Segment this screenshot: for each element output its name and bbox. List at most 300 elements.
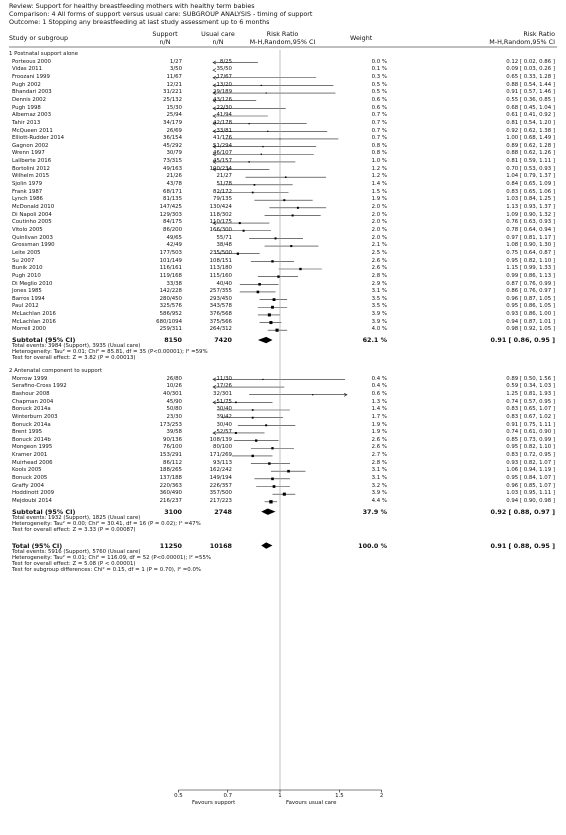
point-estimate (235, 432, 237, 434)
usual-events: 17/26 (216, 383, 232, 390)
study-name: Dennis 2002 (12, 96, 47, 103)
study-ci: 0.83 [ 0.65, 1.07 ] (506, 406, 555, 413)
study-ci: 0.81 [ 0.59, 1.11 ] (506, 158, 555, 165)
usual-events: 226/357 (209, 482, 232, 489)
plot-method-header: M-H,Random,95% CI (249, 38, 316, 46)
study-weight: 3.1 % (371, 475, 387, 482)
usual-events: 40/40 (216, 280, 232, 287)
x-tick-label: 1 (278, 793, 282, 799)
usual-events: 51/294 (213, 142, 232, 149)
study-name: Morrell 2000 (12, 326, 46, 333)
weight-column-header: Weight (350, 34, 373, 42)
point-estimate (257, 291, 260, 294)
usual-events: 257/355 (209, 288, 232, 295)
support-events: 49/65 (166, 234, 182, 241)
support-events: 325/576 (159, 303, 182, 310)
usual-events: 108/139 (209, 436, 232, 443)
usual-events: 79/135 (213, 196, 232, 203)
support-events: 45/90 (166, 398, 182, 405)
study-ci: 1.08 [ 0.90, 1.30 ] (506, 242, 555, 249)
study-weight: 0.5 % (371, 89, 387, 96)
usual-events: 38/48 (216, 242, 232, 249)
support-events: 33/38 (166, 280, 182, 287)
usual-events: 22/30 (216, 104, 232, 111)
support-events: 31/221 (163, 89, 182, 96)
favours-support-label: Favours support (192, 800, 236, 806)
study-weight: 0.7 % (371, 119, 387, 126)
support-events: 76/100 (163, 444, 182, 451)
support-events: 360/490 (159, 490, 182, 497)
usual-events: 35/50 (216, 66, 232, 73)
total-label: Total (95% CI) (12, 541, 63, 550)
study-ci: 0.86 [ 0.76, 0.97 ] (506, 288, 555, 295)
usual-events: 100/234 (209, 165, 232, 172)
study-ci: 0.88 [ 0.62, 1.26 ] (506, 150, 555, 157)
study-column-header: Study or subgroup (9, 34, 69, 42)
study-ci: 0.94 [ 0.90, 0.98 ] (506, 498, 555, 504)
study-weight: 0.8 % (371, 142, 387, 149)
study-ci: 0.55 [ 0.36, 0.85 ] (506, 96, 555, 103)
study-name: Elliott-Rudder 2014 (12, 135, 65, 142)
study-weight: 4.4 % (371, 498, 387, 504)
total-note: Test for subgroup differences: Chi² = 0.15, df = 1 (P = 0.70), I² =0.0% (12, 566, 201, 573)
usual-events: 51/78 (216, 181, 232, 188)
usual-events: 171/269 (209, 452, 232, 459)
study-ci: 0.75 [ 0.64, 0.87 ] (506, 249, 555, 256)
study-name: Graffy 2004 (12, 482, 45, 489)
point-estimate (235, 402, 237, 404)
subtotal-ci: 0.91 [ 0.86, 0.95 ] (490, 336, 555, 345)
subgroup-note: Test for overall effect: Z = 3.33 (P = 0.00087) (12, 527, 136, 534)
usual-events: 30/40 (216, 421, 232, 428)
usual-events: 357/500 (209, 490, 232, 497)
favours-usual-label: Favours usual care (286, 800, 337, 806)
x-tick-label: 0.5 (174, 793, 183, 799)
study-weight: 2.7 % (371, 452, 387, 459)
study-weight: 0.1 % (371, 66, 387, 73)
support-events: 142/228 (159, 288, 182, 295)
point-estimate (254, 184, 256, 186)
support-events: 10/26 (166, 383, 182, 390)
study-weight: 1.9 % (371, 429, 387, 436)
study-weight: 3.5 % (371, 295, 387, 302)
study-ci: 0.74 [ 0.57, 0.95 ] (506, 398, 555, 405)
point-estimate (243, 230, 245, 232)
study-ci: 1.15 [ 0.99, 1.33 ] (506, 265, 555, 272)
study-weight: 2.1 % (371, 242, 387, 249)
study-name: Bonuck 2014a (12, 421, 51, 428)
study-ci: 0.92 [ 0.62, 1.38 ] (506, 127, 555, 134)
study-ci: 0.74 [ 0.61, 0.90 ] (506, 429, 555, 436)
study-weight: 3.2 % (371, 482, 387, 489)
point-estimate (252, 455, 254, 457)
usual-events: 51/75 (216, 398, 232, 405)
study-ci: 1.25 [ 0.81, 1.93 ] (506, 390, 555, 397)
point-estimate (262, 146, 263, 147)
study-name: Pugh 1998 (12, 104, 41, 111)
support-events: 12/21 (166, 81, 182, 88)
study-name: Muirhead 2006 (12, 459, 53, 466)
study-name: Serafino-Cross 1992 (12, 383, 67, 390)
study-weight: 0.6 % (371, 390, 387, 397)
usual-events: 55/71 (216, 234, 232, 241)
usual-events: 32/301 (213, 390, 232, 397)
study-ci: 0.84 [ 0.65, 1.09 ] (506, 181, 555, 188)
study-ci: 0.96 [ 0.87, 1.05 ] (506, 295, 555, 302)
support-events: 259/311 (159, 326, 182, 333)
study-name: Lynch 1986 (12, 196, 43, 203)
support-events: 81/135 (163, 196, 182, 203)
point-estimate (237, 253, 239, 255)
usual-events: 33/81 (216, 127, 232, 134)
usual-events: 41/176 (213, 135, 232, 142)
total-note: Test for overall effect: Z = 5.08 (P < 0.00001) (12, 560, 136, 567)
study-ci: 1.13 [ 0.93, 1.37 ] (506, 204, 555, 210)
study-name: McDonald 2010 (12, 204, 55, 210)
study-name: Paul 2012 (12, 303, 39, 310)
support-events: 101/149 (159, 257, 182, 264)
usual-column-header: Usual care (201, 30, 235, 38)
study-name: Bortolini 2012 (12, 165, 50, 172)
usual-events: 149/194 (209, 475, 232, 482)
study-name: Kramer 2001 (12, 452, 48, 459)
usual-events: 162/242 (209, 467, 232, 474)
study-weight: 0.5 % (371, 81, 387, 88)
point-estimate (252, 417, 254, 419)
study-ci: 0.97 [ 0.81, 1.17 ] (506, 234, 555, 241)
point-estimate (248, 123, 249, 124)
support-events: 188/265 (159, 467, 182, 474)
study-weight: 1.9 % (371, 196, 387, 203)
subgroup-note: Total events: 1932 (Support), 1825 (Usual care) (12, 515, 141, 522)
study-weight: 4.0 % (371, 326, 387, 333)
subtotal-weight: 37.9 % (362, 507, 387, 516)
study-weight: 1.2 % (371, 173, 387, 180)
study-ci: 0.83 [ 0.67, 1.02 ] (506, 413, 555, 420)
study-name: Porteous 2000 (12, 58, 51, 65)
rr-method-header: M-H,Random,95% CI (489, 38, 555, 46)
study-name: Froozani 1999 (12, 73, 50, 80)
point-estimate (261, 154, 262, 155)
usual-events: 113/180 (209, 265, 232, 272)
study-weight: 2.5 % (371, 249, 387, 256)
support-events: 153/291 (159, 452, 182, 459)
support-events: 86/200 (163, 226, 182, 233)
study-weight: 0.7 % (371, 127, 387, 134)
study-weight: 2.0 % (371, 211, 387, 218)
study-weight: 1.9 % (371, 421, 387, 428)
study-name: Kools 2005 (12, 467, 42, 474)
study-ci: 0.95 [ 0.86, 1.05 ] (506, 303, 555, 310)
study-ci: 0.88 [ 0.54, 1.44 ] (506, 81, 555, 88)
support-events: 147/425 (159, 204, 182, 210)
study-ci: 1.09 [ 0.90, 1.32 ] (506, 211, 555, 218)
usual-events: 39/42 (216, 413, 232, 420)
study-weight: 2.8 % (371, 272, 387, 279)
study-ci: 0.99 [ 0.86, 1.13 ] (506, 272, 555, 279)
support-nn-header: n/N (159, 38, 171, 46)
point-estimate (248, 161, 249, 162)
usual-events: 46/107 (213, 150, 232, 157)
study-ci: 0.70 [ 0.53, 0.93 ] (506, 165, 555, 172)
study-name: McQueen 2011 (12, 127, 53, 134)
study-ci: 0.78 [ 0.64, 0.94 ] (506, 226, 555, 233)
study-name: Albernaz 2003 (12, 112, 52, 119)
study-name: Gagnon 2002 (12, 142, 49, 149)
study-weight: 0.4 % (371, 375, 387, 382)
usual-events: 264/312 (209, 326, 232, 333)
support-events: 42/49 (166, 242, 182, 249)
study-ci: 0.93 [ 0.82, 1.07 ] (506, 459, 555, 466)
study-name: Di Meglio 2010 (12, 280, 53, 287)
support-events: 216/237 (159, 498, 182, 504)
study-ci: 1.06 [ 0.94, 1.19 ] (506, 467, 555, 474)
study-weight: 0.7 % (371, 112, 387, 119)
subgroup-note: Total events: 3984 (Support), 3935 (Usual care) (12, 343, 141, 350)
study-ci: 0.95 [ 0.84, 1.07 ] (506, 475, 555, 482)
usual-nn-header: n/N (212, 38, 224, 46)
study-weight: 2.0 % (371, 204, 387, 210)
support-events: 129/303 (159, 211, 182, 218)
usual-events: 110/175 (209, 219, 232, 226)
usual-events: 21/27 (216, 173, 232, 180)
support-events: 220/363 (159, 482, 182, 489)
support-events: 50/80 (166, 406, 182, 413)
point-estimate (262, 379, 263, 380)
study-name: Coutinho 2005 (12, 219, 52, 226)
study-weight: 3.1 % (371, 467, 387, 474)
study-name: McLachlan 2016 (12, 318, 56, 325)
usual-events: 93/113 (213, 459, 232, 466)
study-ci: 0.68 [ 0.45, 1.04 ] (506, 104, 555, 111)
support-events: 11/67 (166, 73, 182, 80)
study-ci: 0.85 [ 0.73, 0.99 ] (506, 436, 555, 443)
subtotal-usual-total: 7420 (214, 336, 232, 345)
support-events: 68/171 (163, 188, 182, 195)
x-tick-label: 0.7 (223, 793, 233, 799)
study-weight: 3.9 % (371, 311, 387, 318)
support-events: 36/154 (163, 135, 182, 142)
usual-events: 17/67 (216, 73, 232, 80)
usual-events: 29/189 (213, 89, 232, 96)
study-name: Morrow 1999 (12, 375, 48, 382)
support-events: 177/503 (159, 249, 182, 256)
support-events: 40/301 (163, 390, 182, 397)
study-ci: 1.03 [ 0.95, 1.11 ] (506, 490, 555, 497)
study-ci: 0.81 [ 0.54, 1.20 ] (506, 119, 555, 126)
study-weight: 3.1 % (371, 288, 387, 295)
usual-events: 343/578 (209, 303, 232, 310)
subtotal-label: Subtotal (95% CI) (12, 507, 76, 516)
study-weight: 0.7 % (371, 135, 387, 142)
support-events: 84/175 (163, 219, 182, 226)
usual-events: 13/20 (216, 81, 232, 88)
study-name: Leite 2005 (12, 249, 41, 256)
subtotal-usual-total: 2748 (214, 507, 232, 516)
study-name: Wilhelm 2015 (12, 173, 50, 180)
study-name: Vitolo 2005 (12, 226, 43, 233)
support-events: 680/1094 (156, 318, 182, 325)
study-name: Quinlivan 2003 (12, 234, 53, 241)
study-weight: 1.7 % (371, 413, 387, 420)
study-ci: 0.91 [ 0.57, 1.46 ] (506, 89, 555, 96)
point-estimate (252, 409, 254, 411)
study-name: Mejdoubi 2014 (12, 498, 52, 504)
usual-events: 30/40 (216, 406, 232, 413)
study-name: Laliberte 2016 (12, 158, 52, 165)
plot-rr-header: Risk Ratio (266, 30, 299, 38)
study-name: Bashour 2008 (12, 390, 50, 397)
x-tick-label: 2 (379, 793, 384, 799)
usual-events: 108/151 (209, 257, 232, 264)
study-weight: 2.6 % (371, 257, 387, 264)
support-events: 137/188 (159, 475, 182, 482)
support-events: 73/315 (163, 158, 182, 165)
study-weight: 3.9 % (371, 490, 387, 497)
total-note: Heterogeneity: Tau² = 0.01; Chi² = 116.09, df = 52 (P<0.00001); I² =55% (12, 554, 212, 561)
subgroup-note: Heterogeneity: Tau² = 0.01; Chi² = 85.81, df = 35 (P<0.00001); I² =59% (12, 349, 208, 356)
support-events: 26/80 (166, 375, 182, 382)
total-support-total: 11250 (159, 541, 182, 550)
study-weight: 2.6 % (371, 444, 387, 451)
study-weight: 2.8 % (371, 459, 387, 466)
point-estimate (239, 222, 241, 224)
subtotal-support-total: 8150 (164, 336, 182, 345)
study-weight: 2.9 % (371, 280, 387, 287)
subgroup-note: Heterogeneity: Tau² = 0.00; Chi² = 30.41, df = 16 (P = 0.02); I² =47% (12, 521, 201, 528)
subgroup-title: 1 Postnatal support alone (9, 51, 79, 57)
x-tick-label: 1.5 (335, 793, 344, 799)
study-name: Sjolin 1979 (12, 181, 43, 188)
study-weight: 0.4 % (371, 383, 387, 390)
study-ci: 0.61 [ 0.41, 0.92 ] (506, 112, 555, 119)
point-estimate (258, 283, 260, 285)
study-name: Bonuck 2005 (12, 475, 48, 482)
study-ci: 0.91 [ 0.75, 1.11 ] (506, 421, 555, 428)
study-name: Pugh 2010 (12, 272, 41, 279)
study-ci: 0.12 [ 0.02, 0.86 ] (506, 58, 555, 65)
study-name: Bonuck 2014a (12, 406, 51, 413)
usual-events: 41/94 (216, 112, 232, 119)
study-name: Chapman 2004 (12, 398, 54, 405)
study-ci: 0.65 [ 0.33, 1.28 ] (506, 73, 555, 80)
usual-events: 11/30 (216, 375, 232, 382)
study-weight: 0.0 % (371, 58, 387, 65)
study-ci: 0.83 [ 0.72, 0.95 ] (506, 452, 555, 459)
usual-events: 82/172 (213, 188, 232, 195)
study-weight: 2.6 % (371, 436, 387, 443)
support-events: 26/69 (166, 127, 182, 134)
study-ci: 0.76 [ 0.63, 0.93 ] (506, 219, 555, 226)
study-name: Vidas 2011 (12, 66, 43, 73)
study-ci: 1.03 [ 0.84, 1.25 ] (506, 196, 555, 203)
point-estimate (252, 192, 254, 194)
usual-events: 376/568 (209, 311, 232, 318)
usual-events: 217/223 (209, 498, 232, 504)
study-ci: 0.94 [ 0.87, 1.01 ] (506, 318, 555, 325)
comparison-line: Comparison: 4 All forms of support versus usual care: SUBGROUP ANALYSIS - timing of support (9, 10, 313, 18)
support-column-header: Support (152, 30, 178, 38)
support-events: 34/179 (163, 119, 182, 126)
usual-events: 118/302 (209, 211, 232, 218)
support-events: 1/27 (169, 58, 182, 65)
study-name: Brent 1995 (12, 429, 43, 436)
support-events: 39/58 (166, 429, 182, 436)
study-name: Su 2007 (12, 257, 35, 264)
subtotal-support-total: 3100 (164, 507, 182, 516)
usual-events: 43/126 (213, 96, 232, 103)
point-estimate (261, 85, 262, 86)
review-line: Review: Support for healthy breastfeeding mothers with healthy term babies (9, 2, 255, 10)
study-name: Tahir 2013 (12, 119, 41, 126)
study-ci: 1.04 [ 0.79, 1.37 ] (506, 173, 555, 180)
study-name: McLachlan 2016 (12, 311, 56, 318)
study-name: Mongeon 1995 (12, 444, 53, 451)
usual-events: 80/100 (213, 444, 232, 451)
study-ci: 0.93 [ 0.86, 1.00 ] (506, 311, 555, 318)
study-weight: 0.8 % (371, 150, 387, 157)
study-name: Barros 1994 (12, 295, 45, 302)
study-ci: 0.89 [ 0.50, 1.56 ] (506, 375, 555, 382)
subgroup-title: 2 Antenatal component to support (9, 367, 103, 374)
support-events: 86/112 (163, 459, 182, 466)
rr-column-header: Risk Ratio (523, 30, 555, 38)
support-events: 173/253 (159, 421, 182, 428)
study-weight: 1.5 % (371, 188, 387, 195)
usual-events: 293/450 (209, 295, 232, 302)
study-ci: 0.95 [ 0.82, 1.10 ] (506, 257, 555, 264)
study-name: Hoddinott 2009 (12, 490, 55, 497)
usual-events: 52/57 (216, 429, 232, 436)
study-weight: 1.4 % (371, 406, 387, 413)
study-weight: 0.6 % (371, 104, 387, 111)
support-events: 116/161 (159, 265, 182, 272)
study-ci: 0.59 [ 0.34, 1.03 ] (506, 383, 555, 390)
support-events: 25/132 (163, 96, 182, 103)
study-weight: 3.5 % (371, 303, 387, 310)
subtotal-weight: 62.1 % (362, 336, 387, 345)
support-events: 15/30 (166, 104, 182, 111)
study-ci: 0.09 [ 0.03, 0.26 ] (506, 66, 555, 73)
study-weight: 1.3 % (371, 398, 387, 405)
study-ci: 0.89 [ 0.62, 1.28 ] (506, 142, 555, 149)
study-weight: 3.9 % (371, 318, 387, 325)
study-name: Winterburn 2003 (12, 413, 58, 420)
usual-events: 8/25 (219, 58, 232, 65)
outcome-line: Outcome: 1 Stopping any breastfeeding at last study assessment up to 6 months (9, 18, 270, 26)
usual-events: 115/160 (209, 272, 232, 279)
subtotal-label: Subtotal (95% CI) (12, 336, 76, 345)
usual-events: 130/424 (209, 204, 232, 210)
study-weight: 0.6 % (371, 96, 387, 103)
usual-events: 235/500 (209, 249, 232, 256)
study-ci: 0.83 [ 0.65, 1.06 ] (506, 188, 555, 195)
study-weight: 2.0 % (371, 219, 387, 226)
study-ci: 1.00 [ 0.68, 1.49 ] (506, 135, 555, 142)
support-events: 119/168 (159, 272, 182, 279)
study-weight: 1.2 % (371, 165, 387, 172)
study-name: Jones 1985 (12, 288, 42, 295)
study-name: Bonuck 2014b (12, 436, 51, 443)
total-usual-total: 10168 (209, 541, 232, 550)
support-events: 23/30 (166, 413, 182, 420)
study-name: Di Napoli 2004 (12, 211, 52, 218)
support-events: 30/79 (166, 150, 182, 157)
study-ci: 0.87 [ 0.76, 0.99 ] (506, 280, 555, 287)
study-name: Wrenn 1997 (12, 150, 45, 157)
study-weight: 2.0 % (371, 226, 387, 233)
usual-events: 375/566 (209, 318, 232, 325)
